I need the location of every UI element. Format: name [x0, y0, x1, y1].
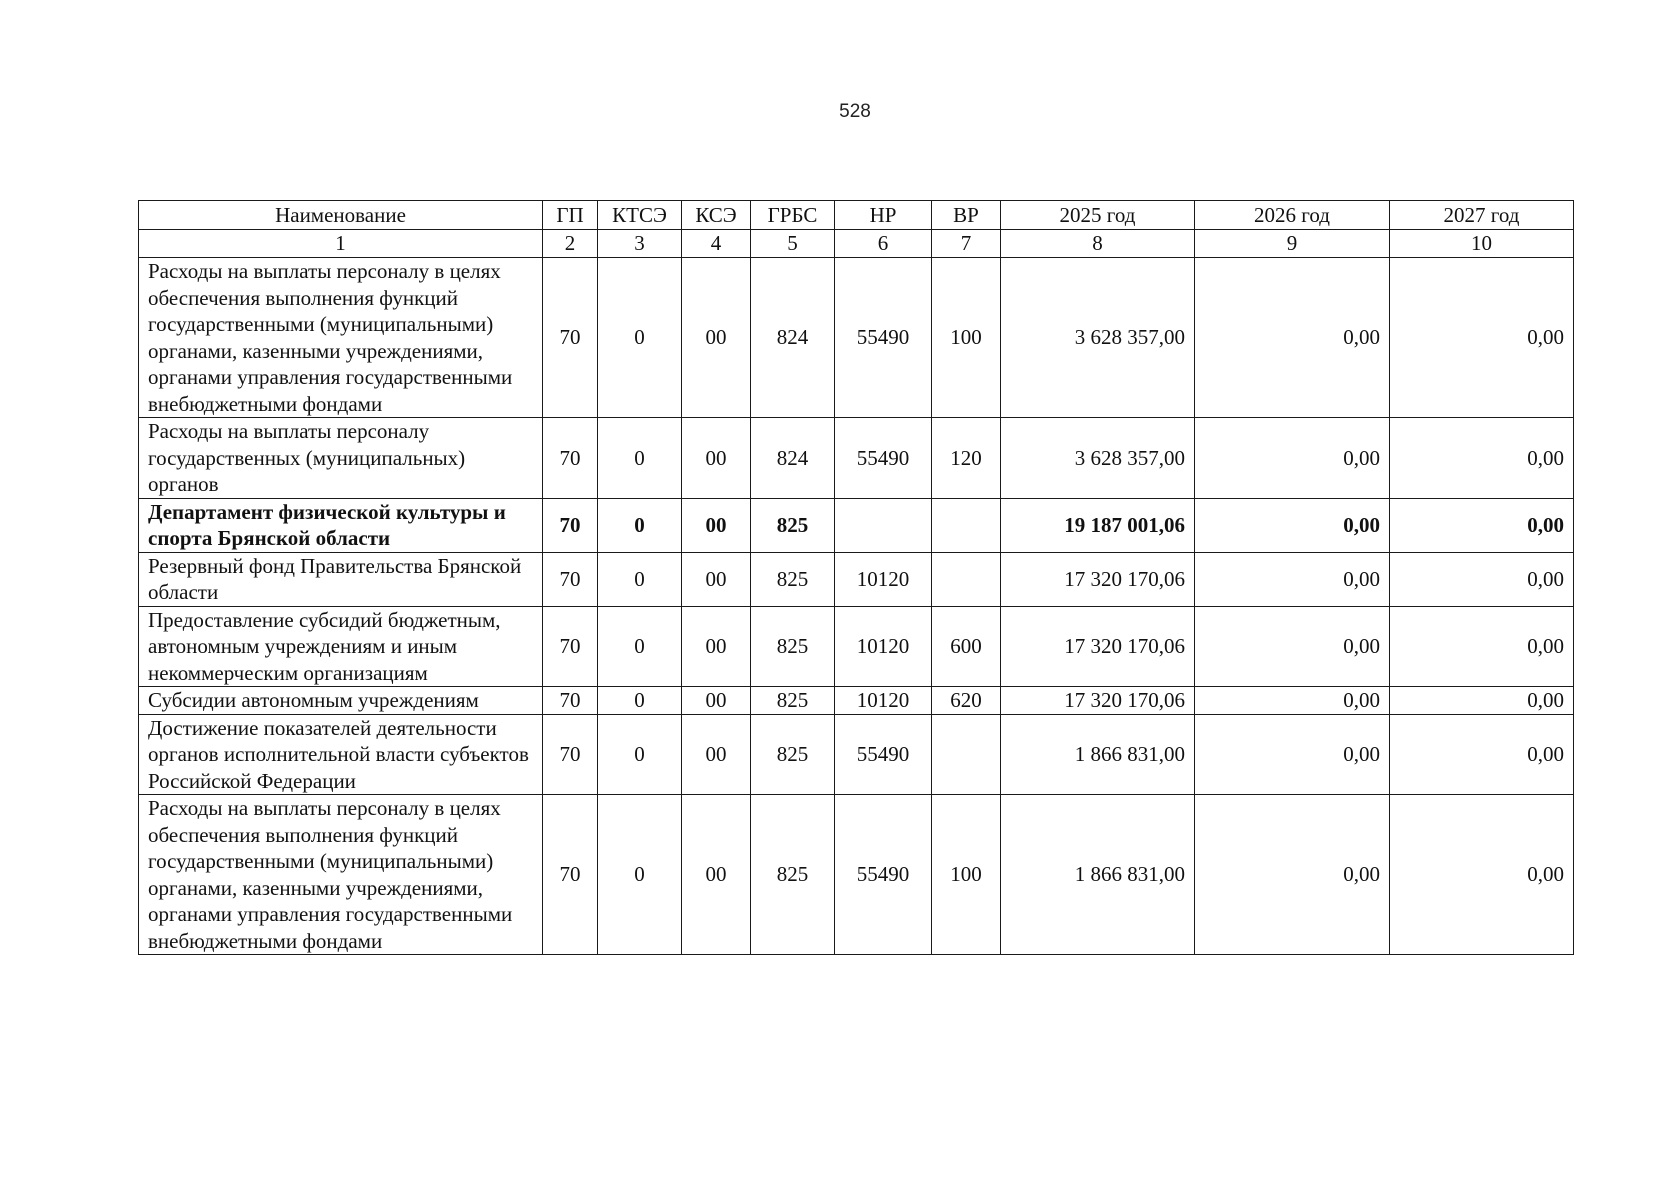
row-2026-amount: 0,00 [1195, 795, 1390, 955]
row-vr-cell: 100 [932, 258, 1001, 418]
row-nr-cell: 10120 [835, 552, 932, 606]
header-row [139, 201, 1574, 230]
row-nr-cell: 55490 [835, 258, 932, 418]
column-number-row [139, 230, 1574, 258]
header-nr: НР [835, 201, 932, 230]
row-grbs-cell: 825 [751, 795, 835, 955]
header-2025: 2025 год [1001, 201, 1195, 230]
row-2025-amount: 3 628 357,00 [1001, 418, 1195, 499]
row-nr-cell: 55490 [835, 714, 932, 795]
row-2027-amount: 0,00 [1390, 714, 1574, 795]
row-grbs-cell: 825 [751, 714, 835, 795]
column-number: 2 [543, 230, 598, 258]
header-2027: 2027 год [1390, 201, 1574, 230]
column-number: 6 [835, 230, 932, 258]
row-kse-cell: 00 [682, 687, 751, 715]
row-ktse-cell: 0 [598, 714, 682, 795]
table-row [139, 258, 1574, 418]
row-ktse-cell: 0 [598, 552, 682, 606]
row-ktse-cell: 0 [598, 418, 682, 499]
column-number: 8 [1001, 230, 1195, 258]
page-number: 528 [839, 101, 871, 122]
row-nr-cell [835, 498, 932, 552]
header-vr: ВР [932, 201, 1001, 230]
row-grbs-cell: 825 [751, 498, 835, 552]
row-gp-cell: 70 [543, 552, 598, 606]
row-vr-cell: 620 [932, 687, 1001, 715]
row-2027-amount: 0,00 [1390, 418, 1574, 499]
column-number: 7 [932, 230, 1001, 258]
row-name-cell: Резервный фонд Правительства Брянской области [139, 552, 543, 606]
header-grbs: ГРБС [751, 201, 835, 230]
row-gp-cell: 70 [543, 606, 598, 687]
row-gp-cell: 70 [543, 418, 598, 499]
row-name-cell: Предоставление субсидий бюджетным, автономным учреждениям и иным некоммерческим организациям [139, 606, 543, 687]
row-kse-cell: 00 [682, 498, 751, 552]
table-row [139, 418, 1574, 499]
header-name: Наименование [139, 201, 543, 230]
column-number: 5 [751, 230, 835, 258]
table-row [139, 606, 1574, 687]
column-number: 9 [1195, 230, 1390, 258]
row-nr-cell: 55490 [835, 418, 932, 499]
row-2026-amount: 0,00 [1195, 258, 1390, 418]
row-kse-cell: 00 [682, 795, 751, 955]
row-2027-amount: 0,00 [1390, 687, 1574, 715]
row-vr-cell [932, 552, 1001, 606]
header-2026: 2026 год [1195, 201, 1390, 230]
row-ktse-cell: 0 [598, 606, 682, 687]
row-2025-amount: 17 320 170,06 [1001, 687, 1195, 715]
row-grbs-cell: 825 [751, 552, 835, 606]
row-grbs-cell: 825 [751, 687, 835, 715]
row-2025-amount: 1 866 831,00 [1001, 714, 1195, 795]
row-name-cell: Департамент физической культуры и спорта Брянской области [139, 498, 543, 552]
row-vr-cell: 100 [932, 795, 1001, 955]
row-gp-cell: 70 [543, 687, 598, 715]
row-2027-amount: 0,00 [1390, 258, 1574, 418]
header-gp: ГП [543, 201, 598, 230]
row-nr-cell: 55490 [835, 795, 932, 955]
row-name-cell: Субсидии автономным учреждениям [139, 687, 543, 715]
row-vr-cell: 120 [932, 418, 1001, 499]
budget-table [138, 200, 1574, 955]
row-2025-amount: 17 320 170,06 [1001, 552, 1195, 606]
row-nr-cell: 10120 [835, 606, 932, 687]
row-name-cell: Расходы на выплаты персоналу государственных (муниципальных) органов [139, 418, 543, 499]
row-2026-amount: 0,00 [1195, 687, 1390, 715]
row-vr-cell [932, 714, 1001, 795]
column-number: 1 [139, 230, 543, 258]
row-kse-cell: 00 [682, 258, 751, 418]
table-row [139, 714, 1574, 795]
row-2025-amount: 3 628 357,00 [1001, 258, 1195, 418]
row-gp-cell: 70 [543, 258, 598, 418]
row-grbs-cell: 824 [751, 418, 835, 499]
column-number: 3 [598, 230, 682, 258]
row-name-cell: Расходы на выплаты персоналу в целях обеспечения выполнения функций государственными (муниципальными) органами, казенными учреждениями, органами управления государственными внебюджетными фондами [139, 795, 543, 955]
row-2026-amount: 0,00 [1195, 498, 1390, 552]
row-2026-amount: 0,00 [1195, 606, 1390, 687]
row-2026-amount: 0,00 [1195, 552, 1390, 606]
row-ktse-cell: 0 [598, 687, 682, 715]
row-kse-cell: 00 [682, 552, 751, 606]
row-2026-amount: 0,00 [1195, 418, 1390, 499]
row-2027-amount: 0,00 [1390, 552, 1574, 606]
header-kse: КСЭ [682, 201, 751, 230]
row-name-cell: Расходы на выплаты персоналу в целях обеспечения выполнения функций государственными (муниципальными) органами, казенными учреждениями, органами управления государственными внебюджетными фондами [139, 258, 543, 418]
row-vr-cell: 600 [932, 606, 1001, 687]
row-name-cell: Достижение показателей деятельности органов исполнительной власти субъектов Российской Федерации [139, 714, 543, 795]
row-ktse-cell: 0 [598, 498, 682, 552]
row-gp-cell: 70 [543, 714, 598, 795]
row-2027-amount: 0,00 [1390, 498, 1574, 552]
row-2025-amount: 17 320 170,06 [1001, 606, 1195, 687]
row-grbs-cell: 825 [751, 606, 835, 687]
row-gp-cell: 70 [543, 795, 598, 955]
row-ktse-cell: 0 [598, 795, 682, 955]
row-2025-amount: 19 187 001,06 [1001, 498, 1195, 552]
table-row [139, 498, 1574, 552]
row-2025-amount: 1 866 831,00 [1001, 795, 1195, 955]
column-number: 10 [1390, 230, 1574, 258]
row-vr-cell [932, 498, 1001, 552]
row-kse-cell: 00 [682, 714, 751, 795]
row-2026-amount: 0,00 [1195, 714, 1390, 795]
row-grbs-cell: 824 [751, 258, 835, 418]
column-number: 4 [682, 230, 751, 258]
table-row [139, 552, 1574, 606]
header-ktse: КТСЭ [598, 201, 682, 230]
row-2027-amount: 0,00 [1390, 795, 1574, 955]
row-nr-cell: 10120 [835, 687, 932, 715]
row-kse-cell: 00 [682, 606, 751, 687]
table-row [139, 687, 1574, 715]
row-ktse-cell: 0 [598, 258, 682, 418]
row-kse-cell: 00 [682, 418, 751, 499]
table-row [139, 795, 1574, 955]
row-gp-cell: 70 [543, 498, 598, 552]
row-2027-amount: 0,00 [1390, 606, 1574, 687]
